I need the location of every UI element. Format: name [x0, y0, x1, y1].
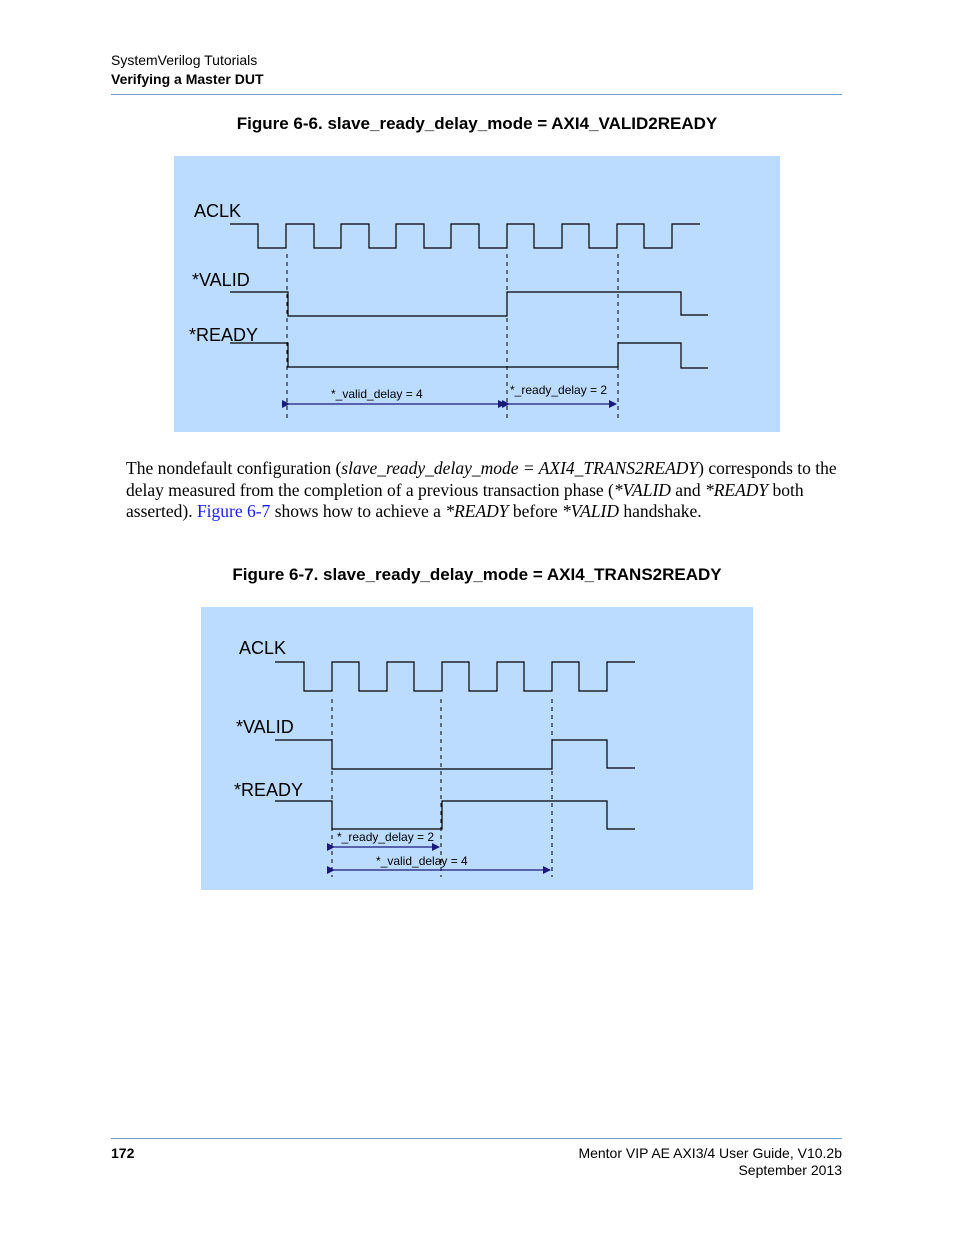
ready-waveform [275, 801, 635, 829]
figure-6-7-caption: Figure 6-7. slave_ready_delay_mode = AXI4_TRANS2READY [232, 565, 722, 584]
aclk-label: ACLK [194, 201, 242, 221]
ready-delay-label: *_ready_delay = 2 [510, 383, 608, 397]
valid-delay-label: *_valid_delay = 4 [376, 854, 468, 868]
header-section: SystemVerilog Tutorials [111, 52, 258, 68]
figure-6-6-svg [174, 156, 780, 432]
ready-label: *READY [234, 780, 304, 800]
figure-6-7-timing-diagram [201, 607, 753, 890]
figure-6-7-svg [201, 607, 753, 890]
valid-label: *VALID [236, 717, 294, 737]
aclk-waveform [230, 224, 700, 248]
ready-waveform [230, 343, 708, 368]
valid-waveform [230, 292, 708, 316]
header-subsection: Verifying a Master DUT [111, 71, 264, 87]
aclk-waveform [275, 662, 635, 691]
figure-6-6-timing-diagram [174, 156, 780, 432]
footer-info [578, 1145, 842, 1179]
header-rule [111, 94, 842, 95]
aclk-label: ACLK [239, 638, 287, 658]
figure-6-7-link[interactable]: Figure 6-7 [196, 501, 271, 521]
footer-date: September 2013 [738, 1162, 842, 1178]
valid-delay-label: *_valid_delay = 4 [331, 387, 423, 401]
page-number: 172 [111, 1145, 135, 1161]
ready-delay-label: *_ready_delay = 2 [337, 830, 435, 844]
reference-dashed-lines [332, 699, 552, 877]
figure-6-6-caption: Figure 6-6. slave_ready_delay_mode = AXI4_VALID2READY [236, 114, 718, 133]
ready-label: *READY [189, 325, 259, 345]
footer-rule [111, 1138, 842, 1139]
body-paragraph: The nondefault configuration (slave_ready_delay_mode = AXI4_TRANS2READY) corresponds to the delay measured from the completion of a previous transaction phase (*VALID and *READY both asserted). Figure 6-7 shows how to achieve a *READY before *VALID handshake. [126, 458, 837, 521]
valid-waveform [275, 740, 635, 769]
footer-doc-title: Mentor VIP AE AXI3/4 User Guide, V10.2b [578, 1145, 842, 1161]
valid-label: *VALID [192, 270, 250, 290]
